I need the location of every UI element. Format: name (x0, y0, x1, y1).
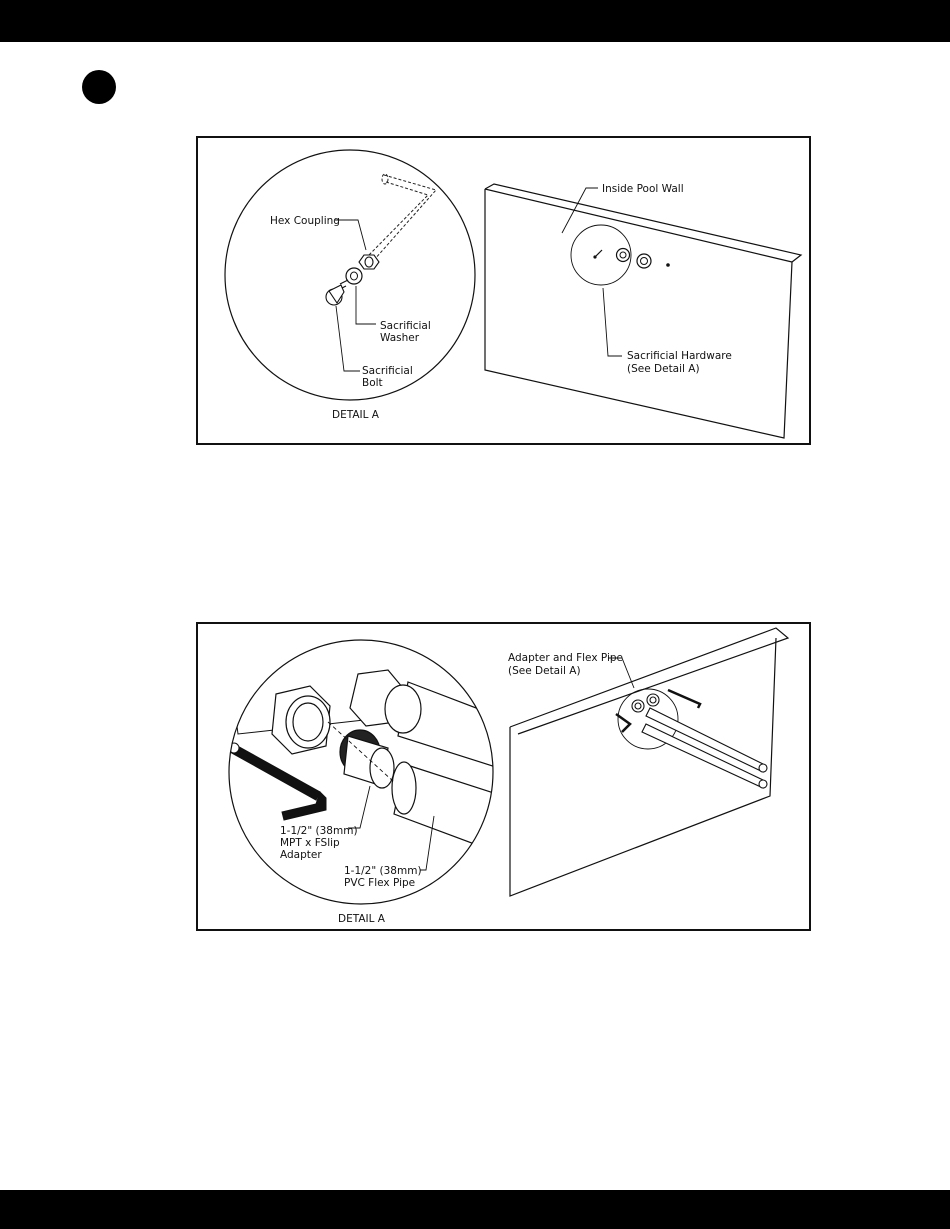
label-inside-pool-wall: Inside Pool Wall (602, 183, 684, 195)
sacrificial-washer-part (346, 268, 362, 284)
label-sacrificial-hardware-1: Sacrificial Hardware (627, 350, 732, 362)
label-flex-pipe-1: 1-1/2" (38mm) (344, 865, 422, 877)
label-sacrificial-washer-1: Sacrificial (380, 320, 431, 332)
figure1-drawing (198, 138, 809, 443)
step-bullet (82, 70, 116, 104)
label-adapter-2: MPT x FSlip (280, 837, 340, 849)
sacrificial-bolt-part (326, 280, 348, 305)
top-header-bar (0, 0, 950, 42)
dashed-pipe (368, 174, 436, 260)
label-adapter-flex-pipe-2: (See Detail A) (508, 665, 581, 677)
label-adapter-flex-pipe-1: Adapter and Flex Pipe (508, 652, 624, 664)
wall-hardware (571, 225, 670, 285)
label-sacrificial-bolt-1: Sacrificial (362, 365, 413, 377)
label-adapter-1: 1-1/2" (38mm) (280, 825, 358, 837)
figure2-drawing (198, 624, 809, 929)
detail-a-caption: DETAIL A (332, 409, 379, 421)
wall-adapters-pipes (616, 689, 767, 788)
label-sacrificial-hardware-2: (See Detail A) (627, 363, 700, 375)
figure-sacrificial-hardware (196, 136, 811, 445)
detail-a-caption-2: DETAIL A (338, 913, 385, 925)
allen-wrench (229, 743, 326, 820)
pool-wall (485, 184, 801, 438)
label-sacrificial-bolt-2: Bolt (362, 377, 383, 389)
detail-a-contents (228, 624, 528, 864)
hex-coupling-part (359, 255, 379, 269)
label-adapter-3: Adapter (280, 849, 322, 861)
label-flex-pipe-2: PVC Flex Pipe (344, 877, 416, 889)
label-hex-coupling: Hex Coupling (270, 215, 340, 227)
bottom-footer-bar (0, 1190, 950, 1229)
label-sacrificial-washer-2: Washer (380, 332, 420, 344)
figure-adapter-flex-pipe (196, 622, 811, 931)
